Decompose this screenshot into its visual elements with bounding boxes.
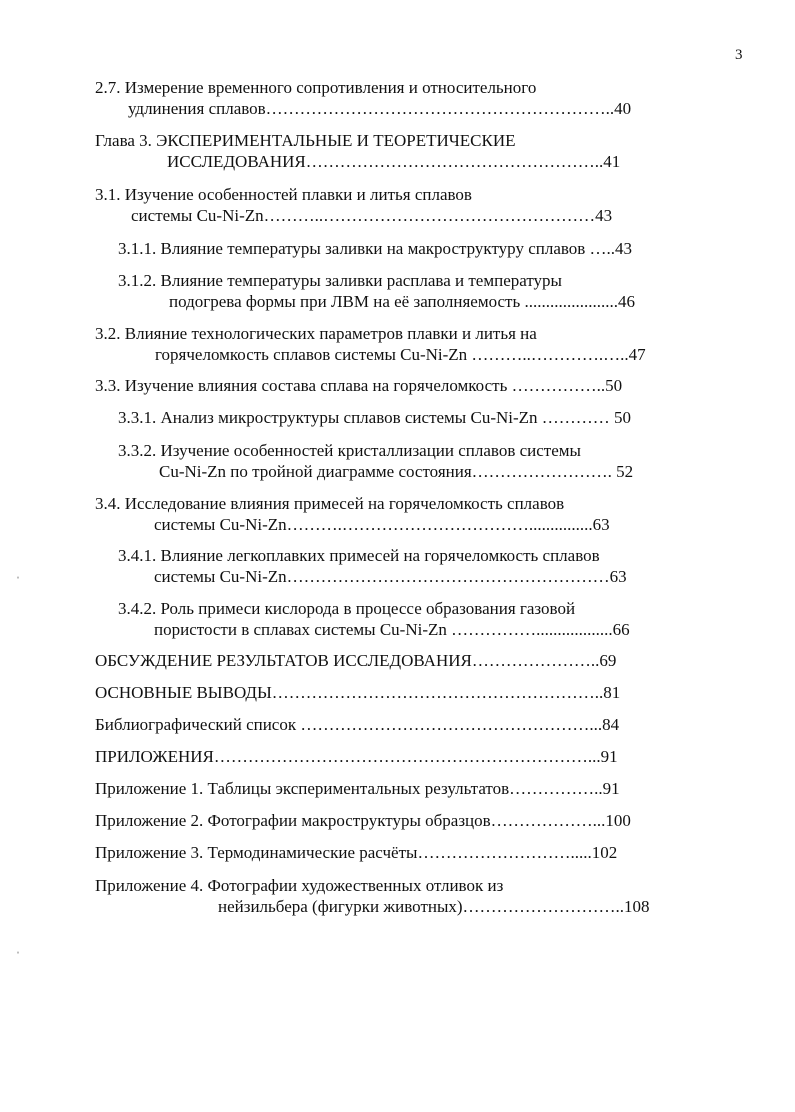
toc-entry bbox=[95, 375, 622, 396]
toc-entry-title: 3.4. Исследование влияния примесей на горячеломкость сплавов bbox=[95, 494, 565, 513]
toc-entry-title: 3.1. Изучение особенностей плавки и литья сплавов bbox=[95, 185, 472, 204]
toc-entry-line: Библиографический список ……………………………………………...84 bbox=[95, 715, 620, 734]
toc-entry bbox=[95, 842, 617, 863]
toc-entry-line: Приложение 1. Таблицы экспериментальных результатов……………..91 bbox=[95, 779, 620, 798]
toc-entry-line: ОБСУЖДЕНИЕ РЕЗУЛЬТАТОВ ИССЛЕДОВАНИЯ…………………..69 bbox=[95, 651, 617, 670]
scan-mark: ˌ bbox=[16, 565, 20, 579]
toc-entry-title: Приложение 4. Фотографии художественных отливок из bbox=[95, 876, 504, 895]
toc-entry bbox=[95, 493, 610, 535]
toc-entry bbox=[95, 714, 619, 735]
toc-entry-line: системы Cu-Ni-Zn………..…………………………………………43 bbox=[131, 206, 613, 225]
toc-entry-title: 3.1.2. Влияние температуры заливки расплава и температуры bbox=[118, 271, 562, 290]
toc-entry-line: Приложение 3. Термодинамические расчёты……………………….....102 bbox=[95, 843, 618, 862]
toc-entry-line: 3.1.1. Влияние температуры заливки на макроструктуру сплавов …..43 bbox=[118, 239, 633, 258]
toc-entry bbox=[95, 810, 631, 831]
toc-entry-line: системы Cu-Ni-Zn…………………………………………………63 bbox=[154, 567, 627, 586]
toc-entry bbox=[95, 184, 612, 226]
toc-entry-line: ИССЛЕДОВАНИЯ……………………………………………..41 bbox=[167, 152, 621, 171]
toc-entry bbox=[118, 238, 632, 259]
toc-entry-title: 3.3.2. Изучение особенностей кристаллизации сплавов системы bbox=[118, 441, 581, 460]
toc-entry-title: Глава 3. ЭКСПЕРИМЕНТАЛЬНЫЕ И ТЕОРЕТИЧЕСКИЕ bbox=[95, 131, 516, 150]
page-number: 3 bbox=[735, 47, 743, 63]
toc-entry bbox=[95, 77, 631, 119]
toc-entry-line: подогрева формы при ЛВМ на её заполняемость ......................46 bbox=[169, 292, 635, 311]
toc-entry bbox=[118, 545, 627, 587]
toc-entry bbox=[118, 270, 635, 312]
toc-entry bbox=[95, 323, 646, 365]
toc-entry-title: 3.2. Влияние технологических параметров плавки и литья на bbox=[95, 324, 537, 343]
toc-entry-line: 3.3. Изучение влияния состава сплава на горячеломкость ……………..50 bbox=[95, 376, 623, 395]
toc-entry bbox=[95, 650, 616, 671]
toc-entry-line: удлинения сплавов……………………………………………………..40 bbox=[128, 99, 632, 118]
toc-entry-line: Приложение 2. Фотографии макроструктуры образцов………………...100 bbox=[95, 811, 631, 830]
toc-entry-line: нейзильбера (фигурки животных)………………………..108 bbox=[218, 897, 650, 916]
toc-entry bbox=[118, 598, 630, 640]
toc-entry-line: ПРИЛОЖЕНИЯ…………………………………………………………...91 bbox=[95, 747, 618, 766]
toc-entry-title: 3.4.2. Роль примеси кислорода в процессе образования газовой bbox=[118, 599, 576, 618]
toc-entry-line: пористости в сплавах системы Cu-Ni-Zn ……………..................66 bbox=[154, 620, 630, 639]
toc-entry-line: Cu-Ni-Zn по тройной диаграмме состояния……………………. 52 bbox=[159, 462, 634, 481]
toc-entry-line: горячеломкость сплавов системы Cu-Ni-Zn ………..………….…..47 bbox=[155, 345, 646, 364]
toc-entry-line: ОСНОВНЫЕ ВЫВОДЫ…………………………………………………..81 bbox=[95, 683, 621, 702]
toc-entry-title: 2.7. Измерение временного сопротивления и относительного bbox=[95, 78, 537, 97]
scan-mark: ˌ bbox=[16, 940, 20, 954]
toc-entry bbox=[95, 682, 620, 703]
toc-entry-line: 3.3.1. Анализ микроструктуры сплавов системы Cu-Ni-Zn ………… 50 bbox=[118, 408, 632, 427]
toc-entry bbox=[118, 407, 631, 428]
toc-entry bbox=[95, 875, 650, 917]
toc-entry-title: 3.4.1. Влияние легкоплавких примесей на горячеломкость сплавов bbox=[118, 546, 600, 565]
toc-entry-line: системы Cu-Ni-Zn……….……………………………...............63 bbox=[154, 515, 610, 534]
toc-entry bbox=[118, 440, 633, 482]
toc-entry bbox=[95, 130, 620, 172]
toc-entry bbox=[95, 746, 618, 767]
toc-entry bbox=[95, 778, 620, 799]
